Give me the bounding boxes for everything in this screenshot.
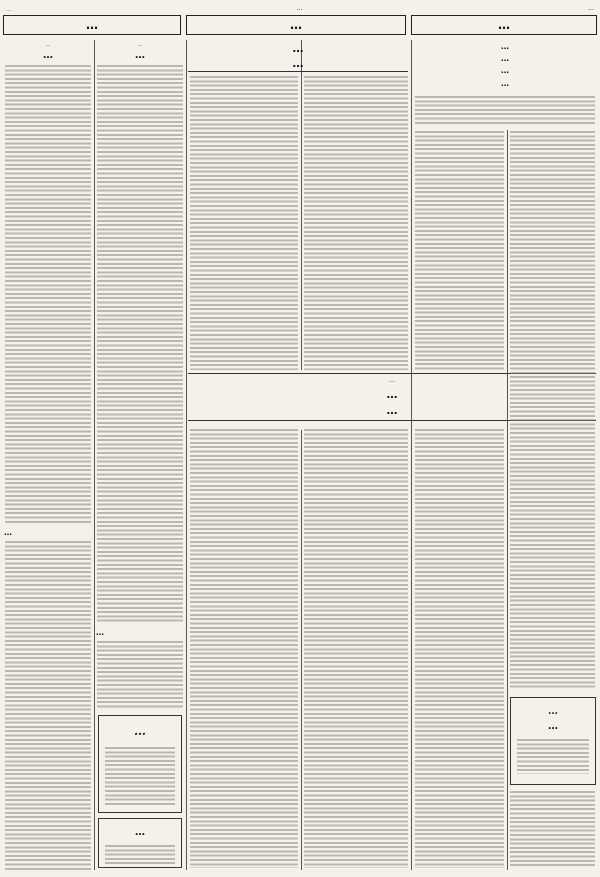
notice-body [97,640,183,710]
ad-name: … [548,721,558,732]
column-rule [186,40,187,870]
article-body [190,428,298,868]
column-rule [94,40,95,870]
article-headline: … [292,42,304,55]
advertisement [98,818,182,868]
ad-title: … [134,724,146,738]
header-date: … [6,7,11,13]
advertisement [510,697,596,785]
article-body [304,428,408,868]
newspaper-title: … [296,5,304,12]
section-header-right: … [411,15,597,35]
article-headline: … [501,54,509,63]
article-body [190,75,298,370]
article-body [415,95,595,125]
article-body [304,75,408,370]
section-label: … [389,377,395,384]
section-label: … [45,42,51,48]
article-body [510,790,595,868]
column-rule [301,430,302,870]
ad-title: … [548,706,558,717]
divider [188,71,408,72]
notice-heading: … [96,628,104,637]
article-body [415,130,504,370]
advertisement [98,715,182,813]
article-headline: … [386,388,398,401]
article-body [5,64,91,524]
column-rule [507,130,508,870]
page-number: … [588,5,594,12]
article-headline: … [135,50,145,61]
section-header-center: … [186,15,406,35]
theatre-heading: … [4,528,12,537]
ad-body [105,746,175,806]
article-body [510,130,595,690]
article-body [97,64,183,624]
article-headline: … [43,50,53,61]
theatre-listings [5,540,91,870]
article-subheadline: … [292,57,304,70]
section-header-left: … [3,15,181,35]
article-headline: … [501,79,509,88]
article-headline: … [501,42,509,51]
section-label: … [137,42,143,48]
ad-body [517,738,589,774]
article-subheadline: … [386,404,398,417]
column-rule [301,40,302,370]
article-headline: … [501,66,509,75]
article-body [415,428,504,868]
column-rule [411,40,412,870]
ad-name: … [135,827,145,838]
ad-body [105,844,175,864]
